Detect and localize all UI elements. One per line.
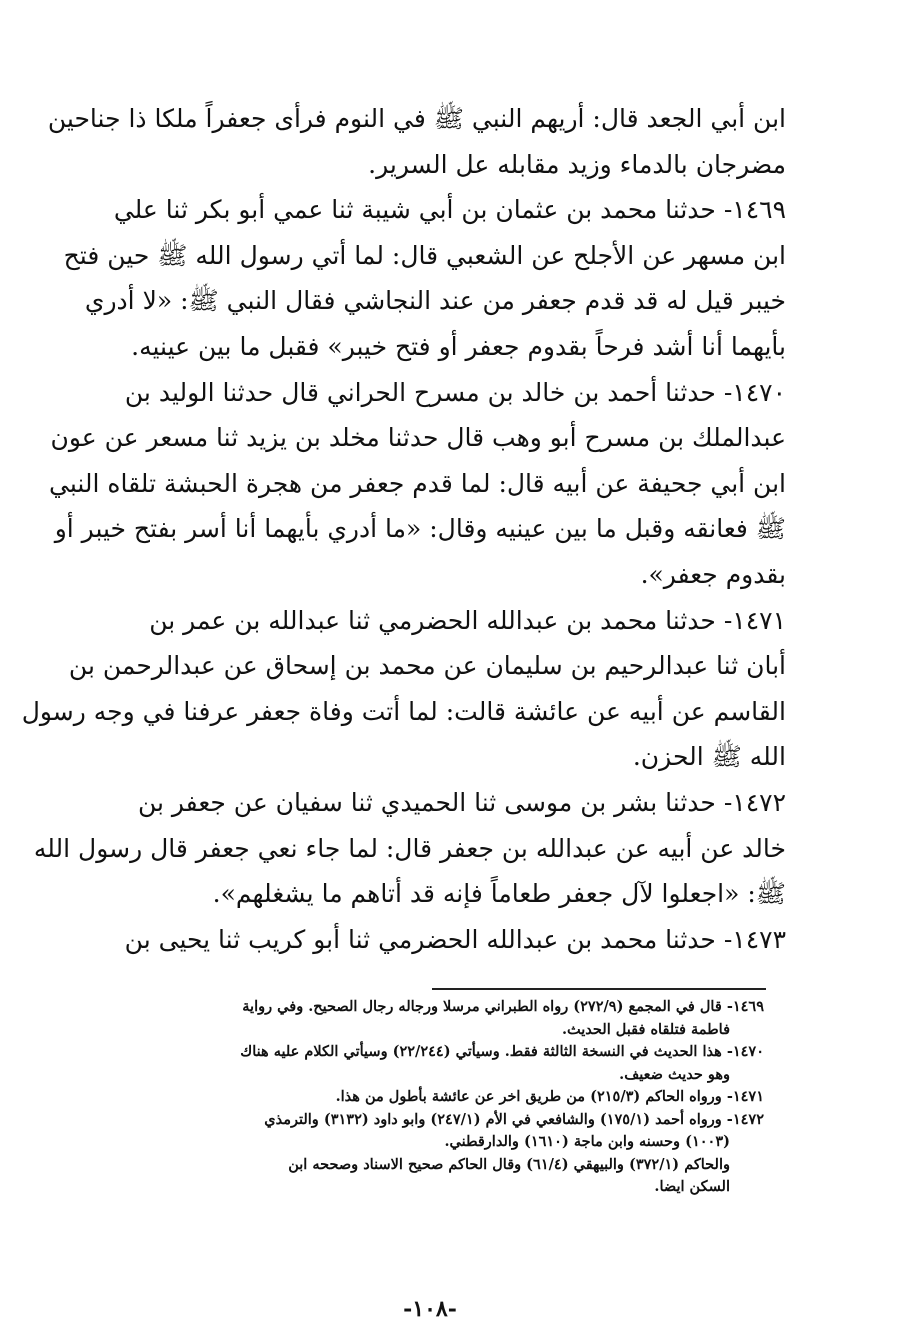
footnote-line: والحاكم (٣٧٢/١) والبيهقي (٦١/٤) وقال الحاكم صحيح الاسناد وصححه ابن [288,1155,730,1173]
text-line: القاسم عن أبيه عن عائشة قالت: لما أتت وفاة جعفر عرفنا في وجه رسول [21,696,786,726]
text-line: ابن مسهر عن الأجلح عن الشعبي قال: لما أتي رسول الله ﷺ حين فتح [63,240,786,270]
text-line: الله ﷺ الحزن. [632,742,786,772]
footnote-line: فاطمة فتلقاه فقبل الحديث. [561,1020,730,1038]
footnote-line: ١٤٧٠- هذا الحديث في النسخة الثالثة فقط. وسيأتي (٢٢/٢٤٤) وسيأتي الكلام عليه هناك [240,1043,764,1060]
text-line: مضرجان بالدماء وزيد مقابله عل السرير. [368,149,786,179]
footnote-line: ١٤٧٢- ورواه أحمد (١٧٥/١) والشافعي في الأم (٢٤٧/١) وابو داود (٣١٣٢) والترمذي [264,1110,764,1128]
text-line: بقدوم جعفر». [640,559,786,589]
main-text [21,96,786,962]
page-number: -١٠٨- [403,1296,457,1322]
text-line: ﷺ فعانقه وقبل ما بين عينيه وقال: «ما أدري بأيهما أنا أسر بفتح خيبر أو [54,514,786,544]
footnote-divider [432,988,766,990]
footnote-line: (١٠٠٣) وحسنه وابن ماجة (١٦١٠) والدارقطني. [444,1133,730,1150]
footnote-line: ١٤٦٩- قال في المجمع (٢٧٢/٩) رواه الطبراني مرسلا ورجاله رجال الصحيح. وفي رواية [242,998,764,1015]
footnotes [108,996,764,1199]
footnote-line: السكن ايضا. [654,1178,730,1195]
text-line: أبان ثنا عبدالرحيم بن سليمان عن محمد بن إسحاق عن عبدالرحمن بن [68,651,786,681]
text-line: ابن أبي الجعد قال: أريهم النبي ﷺ في النوم فرأى جعفراً ملكا ذا جناحين [47,104,786,133]
text-line: خالد عن أبيه عن عبدالله بن جعفر قال: لما جاء نعي جعفر قال رسول الله [33,833,786,863]
footnote-line: وهو حديث ضعيف. [619,1065,730,1083]
text-line: خيبر قيل له قد قدم جعفر من عند النجاشي فقال النبي ﷺ: «لا أدري [84,286,786,316]
footnote-line: ١٤٧١- ورواه الحاكم (٢١٥/٣) من طريق اخر عن عائشة بأطول من هذا. [335,1088,764,1105]
hadith-1472-line: ١٤٧٢- حدثنا بشر بن موسى ثنا الحميدي ثنا سفيان عن جعفر بن [137,787,786,817]
text-line: بأيهما أنا أشد فرحاً بقدوم جعفر أو فتح خيبر» فقبل ما بين عينيه. [131,331,786,361]
hadith-1473-line: ١٤٧٣- حدثنا محمد بن عبدالله الحضرمي ثنا أبو كريب ثنا يحيى بن [124,924,786,954]
text-line: عبدالملك بن مسرح أبو وهب قال حدثنا مخلد بن يزيد ثنا مسعر عن عون [50,423,786,453]
hadith-1469-line: ١٤٦٩- حدثنا محمد بن عثمان بن أبي شيبة ثنا عمي أبو بكر ثنا علي [113,195,786,225]
text-line: ﷺ: «اجعلوا لآل جعفر طعاماً فإنه قد أتاهم ما يشغلهم». [212,879,786,909]
text-line: ابن أبي جحيفة عن أبيه قال: لما قدم جعفر من هجرة الحبشة تلقاه النبي [49,468,786,498]
hadith-1470-line: ١٤٧٠- حدثنا أحمد بن خالد بن مسرح الحراني قال حدثنا الوليد بن [124,377,786,407]
hadith-1471-line: ١٤٧١- حدثنا محمد بن عبدالله الحضرمي ثنا عبدالله بن عمر بن [149,605,786,635]
